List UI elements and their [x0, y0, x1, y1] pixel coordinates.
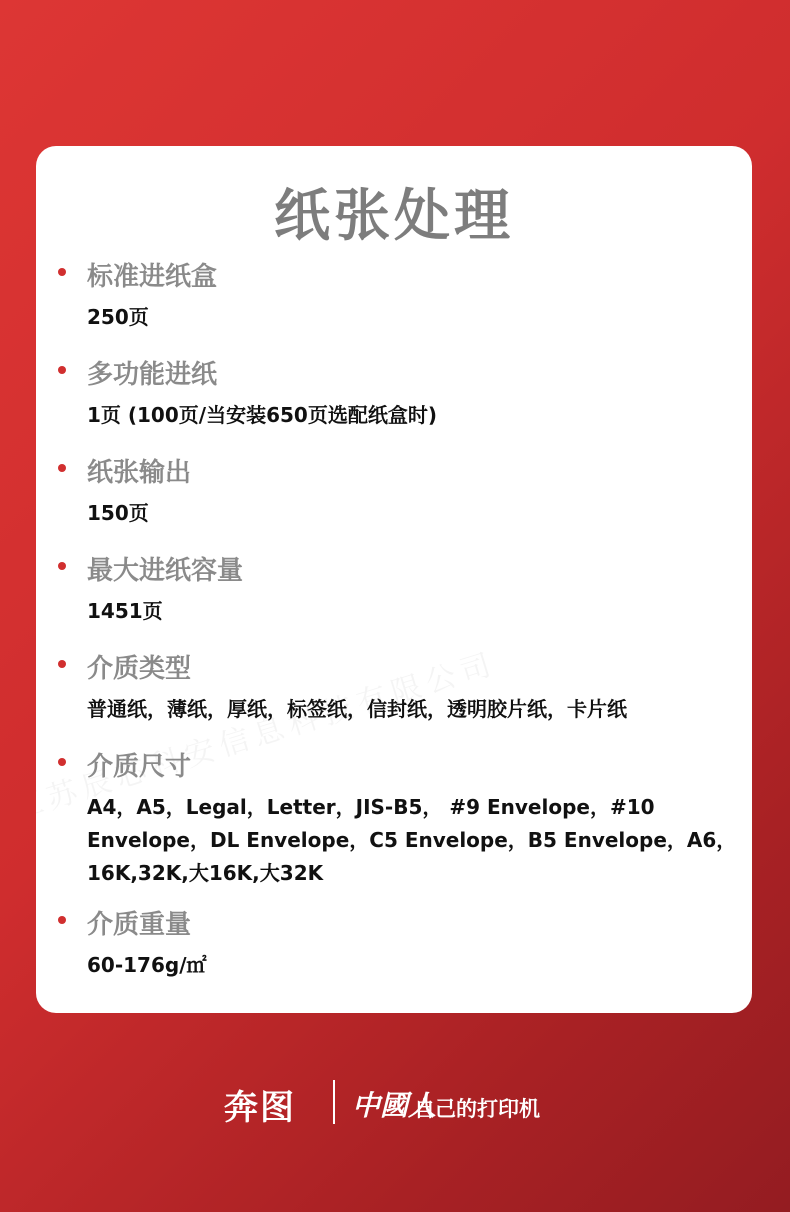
spec-label: 介质尺寸 — [87, 752, 192, 782]
bullet-icon — [58, 758, 66, 766]
spec-card — [36, 146, 752, 1013]
bullet-icon — [58, 268, 66, 276]
slogan: 自己的打印机 — [414, 1097, 540, 1121]
spec-value: 1页 (100页/当安装650页选配纸盒时) — [87, 403, 437, 427]
bullet-icon — [58, 464, 66, 472]
spec-label: 多功能进纸 — [87, 360, 218, 390]
spec-label: 最大进纸容量 — [87, 556, 244, 586]
spec-value: 60-176g/㎡ — [87, 953, 207, 977]
spec-label: 标准进纸盒 — [87, 262, 218, 292]
bullet-icon — [58, 562, 66, 570]
script-logo: 中國人 — [352, 1089, 437, 1122]
bullet-icon — [58, 660, 66, 668]
spec-value: 250页 — [87, 305, 149, 329]
spec-value: A4，A5，Legal，Letter，JIS-B5， #9 Envelope，#10 Envelope，DL Envelope，C5 Envelope，B5 Envelope，A6，16K,32K,大16K,大32K — [87, 795, 737, 885]
brand-logo: 奔图 — [224, 1088, 296, 1128]
page-title: 纸张处理 — [274, 184, 514, 249]
spec-value: 普通纸，薄纸，厚纸，标签纸，信封纸，透明胶片纸，卡片纸 — [87, 697, 627, 721]
spec-label: 介质类型 — [87, 654, 192, 684]
footer-divider — [333, 1080, 335, 1124]
spec-label: 纸张输出 — [87, 458, 192, 488]
spec-label: 介质重量 — [87, 910, 192, 940]
bullet-icon — [58, 366, 66, 374]
spec-value: 150页 — [87, 501, 149, 525]
spec-value: 1451页 — [87, 599, 163, 623]
bullet-icon — [58, 916, 66, 924]
footer — [0, 1078, 790, 1128]
